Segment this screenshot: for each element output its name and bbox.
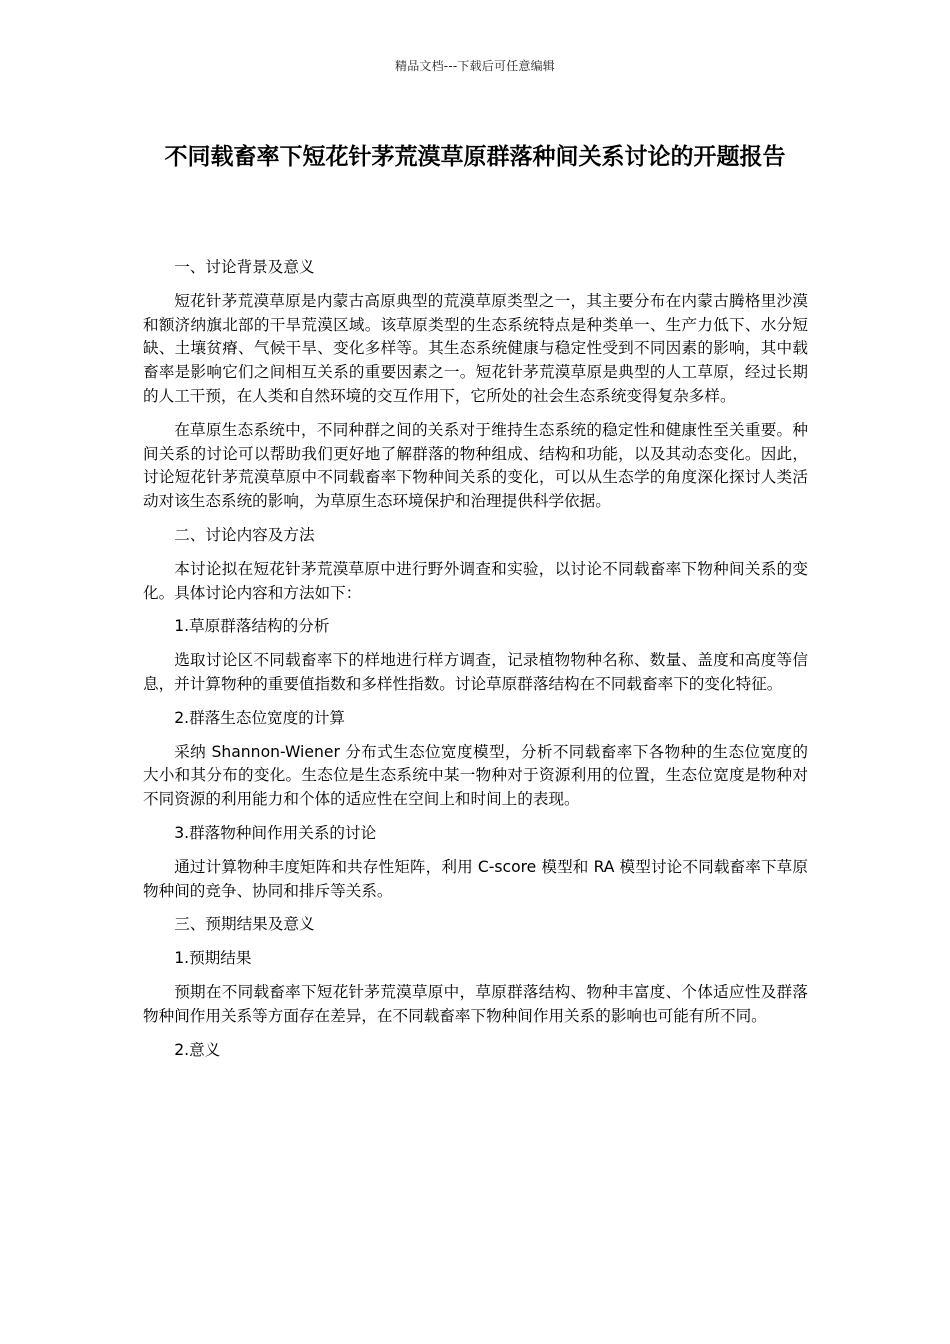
paragraph: 选取讨论区不同载畜率下的样地进行样方调查，记录植物物种名称、数量、盖度和高度等信息，并计算物种的重要值指数和多样性指数。讨论草原群落结构在不同载畜率下的变化特征。 <box>143 651 808 693</box>
section-heading-methods: 二、讨论内容及方法 <box>174 525 315 544</box>
document-title: 不同载畜率下短花针茅荒漠草原群落种间关系讨论的开题报告 <box>164 144 786 170</box>
subheading-niche-width: 2.群落生态位宽度的计算 <box>174 708 346 727</box>
subheading-expected-results: 1.预期结果 <box>174 949 252 968</box>
subheading-species-interaction: 3.群落物种间作用关系的讨论 <box>174 823 377 842</box>
header-note: 精品文档---下载后可任意编辑 <box>395 59 555 73</box>
document-body <box>143 256 808 1072</box>
paragraph: 短花针茅荒漠草原是内蒙古高原典型的荒漠草原类型之一，其主要分布在内蒙古腾格里沙漠和额济纳旗北部的干旱荒漠区域。该草原类型的生态系统特点是种类单一、生产力低下、水分短缺、土壤贫瘠、气候干旱、变化多样等。其生态系统健康与稳定性受到不同因素的影响，其中载畜率是影响它们之间相互关系的重要因素之一。短花针茅荒漠草原是典型的人工草原，经过长期的人工干预，在人类和自然环境的交互作用下，它所处的社会生态系统变得复杂多样。 <box>143 291 808 405</box>
section-heading-background: 一、讨论背景及意义 <box>174 258 315 276</box>
section-heading-results: 三、预期结果及意义 <box>174 915 315 934</box>
subheading-significance: 2.意义 <box>174 1040 221 1059</box>
paragraph: 在草原生态系统中，不同种群之间的关系对于维持生态系统的稳定性和健康性至关重要。种间关系的讨论可以帮助我们更好地了解群落的物种组成、结构和功能，以及其动态变化。因此，讨论短花针茅荒漠草原中不同载畜率下物种间关系的变化，可以从生态学的角度深化探讨人类活动对该生态系统的影响，为草原生态环境保护和治理提供科学依据。 <box>143 420 808 511</box>
paragraph: 通过计算物种丰度矩阵和共存性矩阵，利用 C-score 模型和 RA 模型讨论不同载畜率下草原物种间的竞争、协同和排斥等关系。 <box>143 857 808 900</box>
subheading-community-structure: 1.草原群落结构的分析 <box>174 617 330 636</box>
paragraph: 预期在不同载畜率下短花针茅荒漠草原中，草原群落结构、物种丰富度、个体适应性及群落物种间作用关系等方面存在差异，在不同载畜率下物种间作用关系的影响也可能有所不同。 <box>143 982 808 1025</box>
paragraph: 本讨论拟在短花针茅荒漠草原中进行野外调查和实验，以讨论不同载畜率下物种间关系的变化。具体讨论内容和方法如下： <box>143 559 808 602</box>
paragraph: 采纳 Shannon-Wiener 分布式生态位宽度模型，分析不同载畜率下各物种的生态位宽度的大小和其分布的变化。生态位是生态系统中某一物种对于资源利用的位置，生态位宽度是物种对不同资源的利用能力和个体的适应性在空间上和时间上的表现。 <box>143 742 808 809</box>
